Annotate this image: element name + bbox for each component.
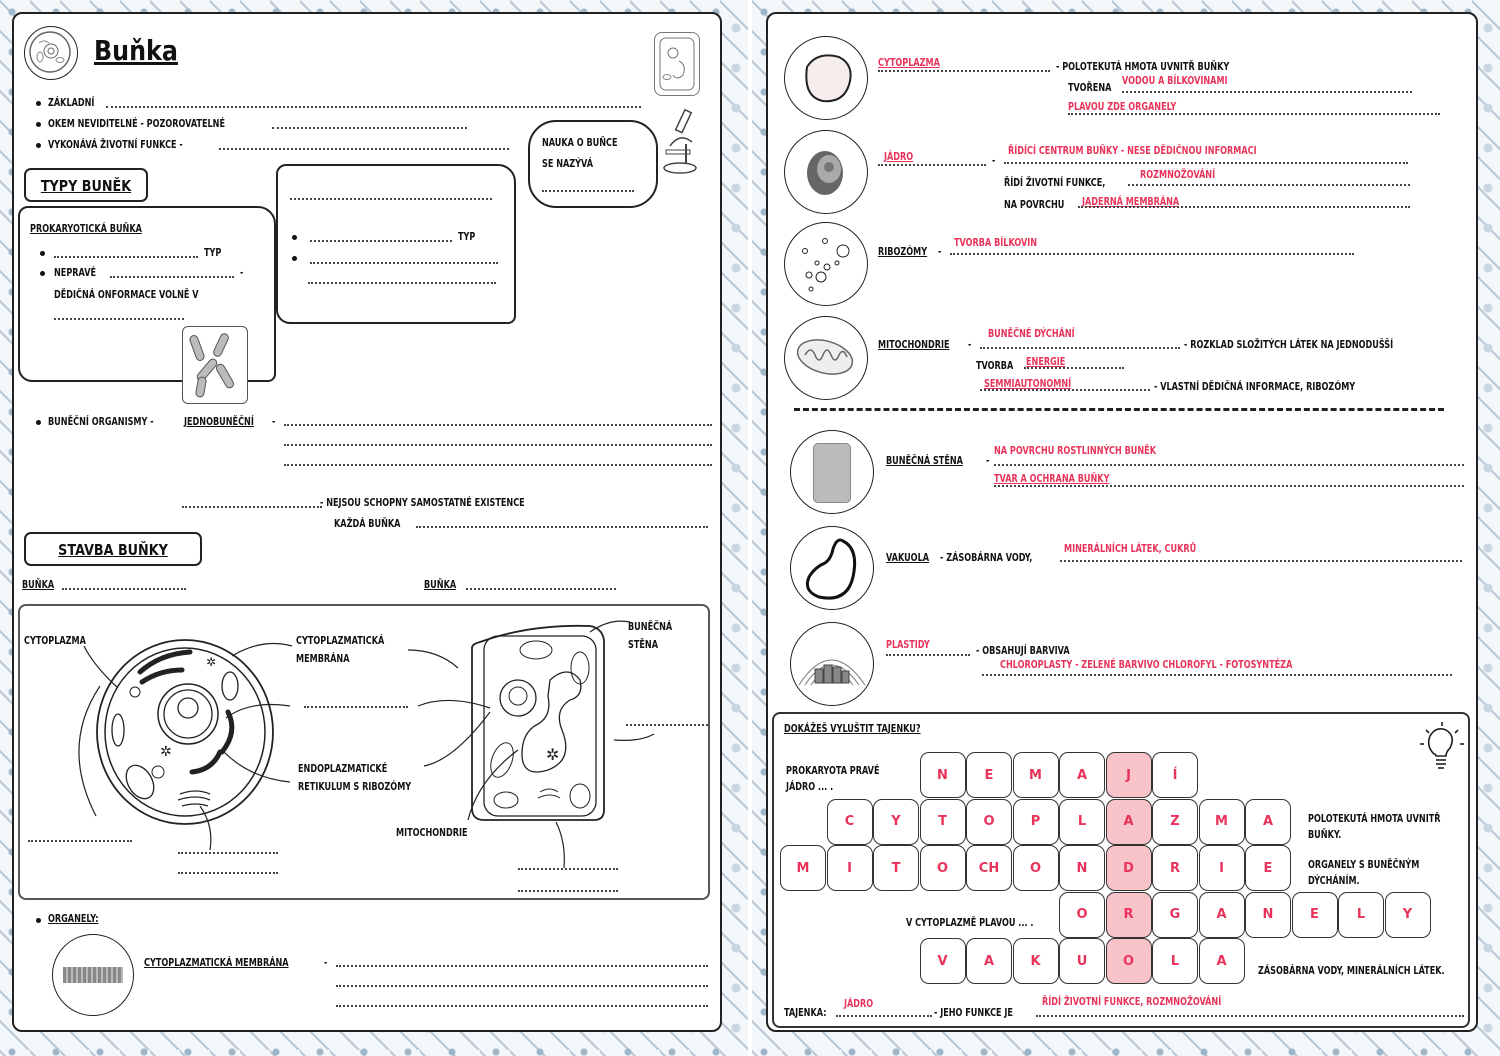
crossword-cell[interactable]: C (827, 799, 873, 845)
diagram-label-wall-1: BUNĚČNÁ (628, 620, 673, 633)
intro-basic-label: ZÁKLADNÍ (48, 96, 95, 109)
prokaryotic-type-suffix: TYP (204, 246, 222, 259)
cytoplasm-organelles-line[interactable] (1068, 113, 1440, 115)
plastids-description: - OBSAHUJÍ BARVIVA (976, 644, 1070, 657)
plastids-chloroplasts-line[interactable] (982, 674, 1452, 676)
diagram-label-er-1: ENDOPLAZMATICKÉ (298, 762, 388, 775)
bullet (292, 256, 297, 261)
cell-structure-diagram (18, 604, 710, 900)
membrane-answer-line-2[interactable] (336, 985, 708, 987)
diagram-label-wall-2: STĚNA (628, 638, 659, 651)
organisms-dash: - (272, 415, 276, 428)
ribosomes-answer: TVORBA BÍLKOVIN (954, 236, 1038, 249)
prokaryotic-dna-answer-line[interactable] (54, 318, 184, 320)
crossword-cell[interactable]: J (1106, 752, 1152, 798)
crossword-cell[interactable]: I (1199, 845, 1245, 891)
mitochondria-dash: - (968, 338, 972, 351)
clue-row-2-line1: POLOTEKUTÁ HMOTA UVNITŘ (1308, 812, 1441, 825)
intro-basic-answer-line[interactable] (106, 106, 641, 108)
diagram-pointer-lines (20, 606, 712, 902)
bacteria-image (182, 326, 248, 404)
structure-heading: STAVBA BUŇKY (58, 541, 168, 559)
clue-row-5: ZÁSOBÁRNA VODY, MINERÁLNÍCH LÁTEK. (1258, 964, 1445, 977)
prokaryotic-type-answer-line[interactable] (54, 256, 198, 258)
diagram-label-membrane-1: CYTOPLAZMATICKÁ (296, 634, 385, 647)
intro-visibility-label: OKEM NEVIDITELNÉ - POZOROVATELNÉ (48, 117, 225, 130)
cell-wall-name: BUNĚČNÁ STĚNA (886, 454, 963, 467)
page-title: Buňka (94, 34, 178, 67)
mitochondria-produces-label: TVORBA (976, 359, 1014, 372)
animal-cell-answer-line[interactable] (62, 588, 186, 590)
unicellular-answer-line-3[interactable] (284, 464, 712, 466)
crossword-heading: DOKÁŽEŠ VYLUŠTIT TAJENKU? (784, 722, 921, 735)
prokaryotic-nucleus-answer-line[interactable] (110, 276, 234, 278)
plant-cell-icon (654, 32, 700, 96)
nucleus-icon (784, 130, 868, 214)
mitochondria-autonomy-answer: SEMMIAUTONOMNÍ (984, 377, 1072, 390)
eukaryotic-heading-answer-line[interactable] (290, 198, 492, 200)
crossword-cell[interactable]: O (920, 845, 966, 891)
crossword-cell[interactable]: R (1152, 845, 1198, 891)
unicellular-answer-line-2[interactable] (284, 444, 712, 446)
crossword-cell[interactable]: K (1013, 938, 1059, 984)
nucleus-name-line[interactable] (878, 164, 986, 166)
secret-word-line[interactable] (836, 1015, 932, 1017)
crossword-cell[interactable]: O (966, 799, 1012, 845)
membrane-answer-line-1[interactable] (336, 965, 708, 967)
bullet (40, 271, 45, 276)
worksheet-page-left (12, 12, 722, 1032)
mitochondria-autonomy-suffix: - VLASTNÍ DĚDIČNÁ INFORMACE, RIBOZÓMY (1154, 380, 1356, 393)
crossword-cell[interactable]: G (1152, 892, 1198, 938)
clue-row-3-line2: DÝCHÁNÍM. (1308, 874, 1360, 887)
crossword-cell[interactable]: T (873, 845, 919, 891)
nucleus-functions-line[interactable] (1128, 184, 1410, 186)
bullet (36, 122, 41, 127)
organisms-unicellular-label: JEDNOBUNĚČNÍ (184, 415, 254, 428)
crossword-cell[interactable]: A (1106, 799, 1152, 845)
plastids-chloroplasts-answer: CHLOROPLASTY - ZELENÉ BARVIVO CHLOROFYL - FOTOSYNTÉZA (1000, 658, 1293, 671)
nucleus-role-line[interactable] (1004, 162, 1408, 164)
each-cell-answer-line[interactable] (416, 526, 708, 528)
function-line[interactable] (1036, 1015, 1464, 1017)
unicellular-answer-line-1[interactable] (284, 424, 712, 426)
crossword-cell[interactable]: N (1059, 845, 1105, 891)
diagram-label-cytoplazma: CYTOPLAZMA (24, 634, 86, 647)
vacuole-icon (790, 526, 874, 610)
cytoplasm-organelles-answer: PLAVOU ZDE ORGANELY (1068, 100, 1177, 113)
mitochondria-autonomy-line[interactable] (980, 389, 1150, 391)
nucleus-surface-answer: JADERNÁ MEMBRÁNA (1082, 195, 1180, 208)
eukaryotic-nucleus-answer-line[interactable] (310, 262, 498, 264)
nucleus-surface-label: NA POVRCHU (1004, 198, 1065, 211)
plastids-name-line[interactable] (886, 654, 970, 656)
crossword-cell[interactable]: M (780, 845, 826, 891)
crossword-cell[interactable]: A (1245, 799, 1291, 845)
diagram-label-membrane-2: MEMBRÁNA (296, 652, 350, 665)
cytoplasm-composition-label: TVOŘENA (1068, 81, 1112, 94)
organelles-heading: ORGANELY: (48, 912, 99, 925)
crossword-cell[interactable]: M (1013, 752, 1059, 798)
mitochondria-icon (784, 316, 868, 400)
eukaryotic-panel (276, 164, 516, 324)
ribosomes-icon (784, 222, 868, 306)
crossword-cell[interactable]: T (920, 799, 966, 845)
svg-text:✲: ✲ (206, 655, 217, 669)
nucleus-name: JÁDRO (884, 150, 914, 163)
mitochondria-role-line[interactable] (980, 347, 1180, 349)
each-cell-label: KAŽDÁ BUŇKA (334, 517, 401, 530)
crossword-cell[interactable]: V (920, 938, 966, 984)
cell-wall-icon (790, 430, 874, 514)
crossword-cell[interactable]: D (1106, 845, 1152, 891)
intro-functions-label: VYKONÁVÁ ŽIVOTNÍ FUNKCE - (48, 138, 183, 151)
eukaryotic-nucleus-answer-line-2[interactable] (308, 282, 496, 284)
prokaryotic-nepravé-label: NEPRAVÉ (54, 266, 97, 279)
cytology-answer-line[interactable] (542, 190, 634, 192)
cytoplasm-description: - POLOTEKUTÁ HMOTA UVNITŘ BUŇKY (1056, 60, 1230, 73)
cytoplasm-name-line[interactable] (878, 70, 1050, 72)
cell-wall-location-line[interactable] (994, 464, 1464, 466)
crossword-cell[interactable]: R (1106, 892, 1152, 938)
clue-row-3-line1: ORGANELY S BUNĚČNÝM (1308, 858, 1420, 871)
crossword-cell[interactable]: M (1199, 799, 1245, 845)
plant-cell-label: BUŇKA (424, 578, 457, 591)
vacuole-contents-answer: MINERÁLNÍCH LÁTEK, CUKRŮ (1064, 542, 1197, 555)
animal-cell-label: BUŇKA (22, 578, 55, 591)
mitochondria-produces-line[interactable] (1024, 367, 1124, 369)
plastids-icon (790, 622, 874, 706)
membrane-answer-line-3[interactable] (336, 1005, 708, 1007)
prokaryotic-dna-label: DĚDIČNÁ ONFORMACE VOLNĚ V (54, 288, 199, 301)
clue-row-1-line2: JÁDRO ... . (786, 780, 834, 793)
svg-text:✲: ✲ (546, 745, 560, 764)
crossword-cell[interactable]: I (827, 845, 873, 891)
crossword-cell[interactable]: E (1292, 892, 1338, 938)
nucleus-surface-line[interactable] (1078, 206, 1410, 208)
prokaryotic-heading: PROKARYOTICKÁ BUŇKA (30, 222, 142, 235)
plant-only-separator (794, 408, 1444, 411)
mitochondria-role-suffix: - ROZKLAD SLOŽITÝCH LÁTEK NA JEDNODUŠŠÍ (1184, 338, 1394, 351)
crossword-cell[interactable]: A (966, 938, 1012, 984)
nucleus-dash: - (992, 154, 996, 167)
crossword-cell[interactable]: E (1245, 845, 1291, 891)
crossword-cell[interactable]: Y (873, 799, 919, 845)
intro-visibility-answer-line[interactable] (272, 127, 467, 129)
bullet (40, 251, 45, 256)
types-heading: TYPY BUNĚK (40, 177, 132, 195)
cytoplasm-composition-line[interactable] (1122, 91, 1412, 93)
ribosomes-dash: - (938, 245, 942, 258)
vacuole-contents-line[interactable] (1060, 560, 1462, 562)
clue-row-4: V CYTOPLAZMĚ PLAVOU ... . (906, 916, 1034, 929)
crossword-cell[interactable]: Í (1152, 752, 1198, 798)
viruses-answer-line[interactable] (182, 506, 322, 508)
cell-wall-location-answer: NA POVRCHU ROSTLINNÝCH BUNĚK (994, 444, 1157, 457)
crossword-cell[interactable]: A (1059, 752, 1105, 798)
crossword-cell[interactable]: E (966, 752, 1012, 798)
bullet (36, 420, 41, 425)
crossword-cell[interactable]: L (1338, 892, 1384, 938)
membrane-icon (52, 934, 134, 1016)
bullet (36, 101, 41, 106)
crossword-cell[interactable]: Z (1152, 799, 1198, 845)
cytoplasm-name: CYTOPLAZMA (878, 56, 940, 69)
worksheet-page-right (766, 12, 1478, 1032)
svg-text:✲: ✲ (160, 744, 172, 760)
crossword-cell[interactable]: U (1059, 938, 1105, 984)
crossword-cell[interactable]: N (920, 752, 966, 798)
eukaryotic-type-answer-line[interactable] (310, 240, 452, 242)
intro-functions-answer-line[interactable] (219, 148, 509, 150)
function-answer: ŘÍDÍ ŽIVOTNÍ FUNKCE, ROZMNOŽOVÁNÍ (1042, 995, 1222, 1008)
nucleus-functions-answer: ROZMNOŽOVÁNÍ (1140, 168, 1216, 181)
nucleus-functions-label: ŘÍDÍ ŽIVOTNÍ FUNKCE, (1004, 176, 1106, 189)
mitochondria-produces-answer: ENERGIE (1026, 355, 1066, 368)
speech-bubble (528, 120, 658, 208)
eukaryotic-type-suffix: TYP (458, 230, 476, 243)
mitochondria-role-answer: BUNĚČNÉ DÝCHÁNÍ (988, 327, 1075, 340)
bullet (292, 235, 297, 240)
organisms-label: BUNĚČNÍ ORGANISMY - (48, 415, 154, 428)
clue-row-1-line1: PROKARYOTA PRAVÉ (786, 764, 880, 777)
cytoplasm-icon (784, 36, 868, 120)
crossword-cell[interactable]: L (1152, 938, 1198, 984)
viruses-description: - NEJSOU SCHOPNY SAMOSTATNÉ EXISTENCE (320, 496, 525, 509)
crossword-cell[interactable]: A (1199, 938, 1245, 984)
microscope-icon (660, 106, 700, 176)
ribosomes-line[interactable] (950, 253, 1354, 255)
prokaryotic-dash: - (240, 266, 244, 279)
cytoplasm-composition-answer: VODOU A BÍLKOVINAMI (1122, 74, 1228, 87)
secret-word-label: TAJENKA: (784, 1006, 827, 1019)
crossword-panel (772, 712, 1470, 1028)
cell-wall-dash: - (986, 454, 990, 467)
crossword-cell[interactable]: N (1245, 892, 1291, 938)
crossword-cell[interactable]: O (1106, 938, 1152, 984)
mitochondria-name: MITOCHONDRIE (878, 338, 950, 351)
speech-bubble-line1: NAUKA O BUŇCE (542, 136, 618, 149)
bullet (36, 143, 41, 148)
plastids-name: PLASTIDY (886, 638, 930, 651)
membrane-label: CYTOPLAZMATICKÁ MEMBRÁNA (144, 956, 289, 969)
types-heading-box (24, 168, 148, 202)
lightbulb-icon (1418, 720, 1466, 772)
crossword-cell[interactable]: A (1199, 892, 1245, 938)
vacuole-name: VAKUOLA (886, 551, 930, 564)
cell-wall-function-line[interactable] (994, 485, 1464, 487)
crossword-cell[interactable]: O (1059, 892, 1105, 938)
crossword-cell[interactable]: CH (966, 845, 1012, 891)
membrane-dash: - (324, 956, 328, 969)
ribosomes-name: RIBOZÓMY (878, 245, 928, 258)
crossword-cell[interactable]: P (1013, 799, 1059, 845)
diagram-label-er-2: RETIKULUM S RIBOZÓMY (298, 780, 412, 793)
crossword-cell[interactable]: O (1013, 845, 1059, 891)
secret-word-answer: JÁDRO (844, 997, 874, 1010)
vacuole-description: - ZÁSOBÁRNA VODY, (940, 551, 1033, 564)
crossword-cell[interactable]: L (1059, 799, 1105, 845)
bullet (36, 918, 41, 923)
plant-cell-answer-line[interactable] (466, 588, 616, 590)
clue-row-2-line2: BUŇKY. (1308, 828, 1342, 841)
structure-heading-box (24, 532, 202, 566)
function-label: - JEHO FUNKCE JE (934, 1006, 1013, 1019)
crossword-cell[interactable]: Y (1385, 892, 1431, 938)
cell-wall-function-answer: TVAR A OCHRANA BUŇKY (994, 472, 1110, 485)
nucleus-role-answer: ŘÍDÍCÍ CENTRUM BUŇKY - NESE DĚDIČNOU INFORMACI (1008, 144, 1257, 157)
animal-cell-icon (24, 26, 78, 80)
diagram-label-mitochondria: MITOCHONDRIE (396, 826, 468, 839)
speech-bubble-line2: SE NAZÝVÁ (542, 157, 593, 170)
